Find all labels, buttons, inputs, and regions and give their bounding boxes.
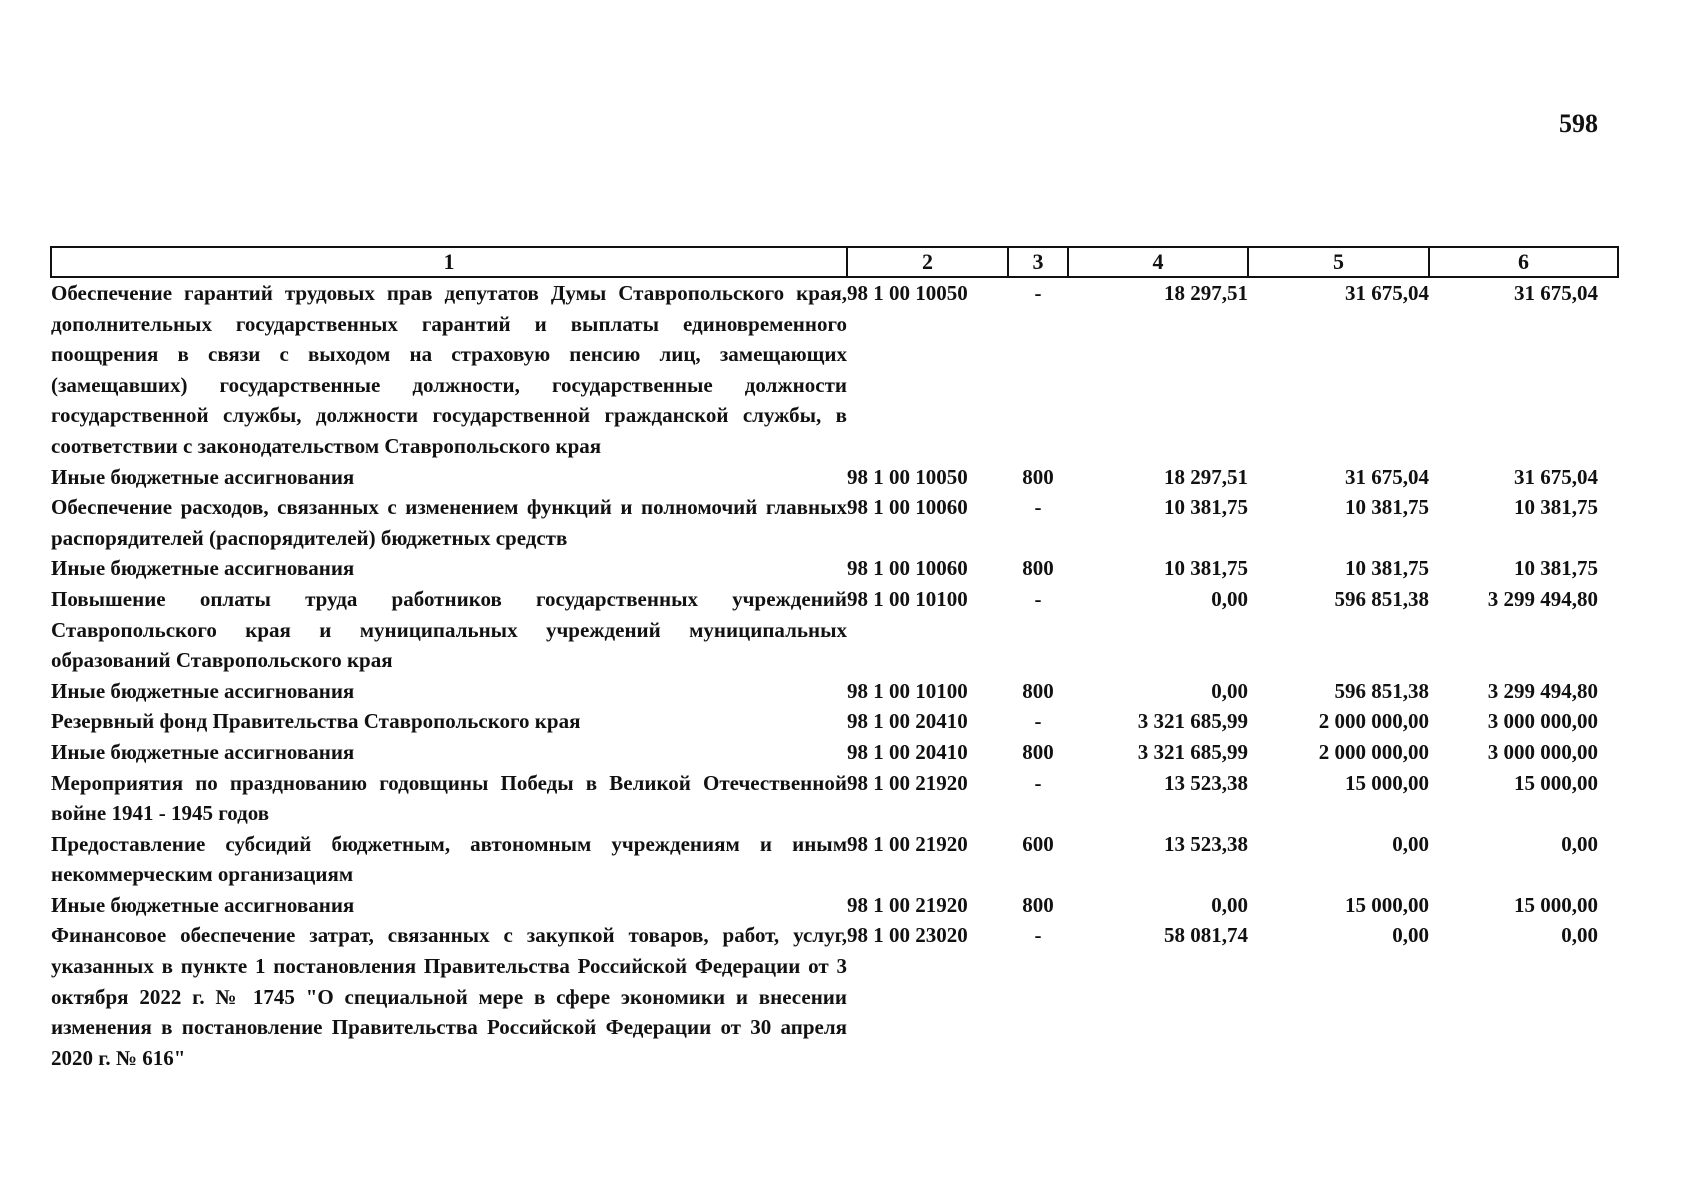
- row-name: Мероприятия по празднованию годовщины Победы в Великой Отечественной войне 1941 - 1945 годов: [51, 770, 847, 826]
- row-type: -: [1034, 923, 1042, 948]
- row-value-4: 18 297,51: [1164, 281, 1248, 305]
- row-name: Финансовое обеспечение затрат, связанных с закупкой товаров, работ, услуг, указанных в пункте 1 постановления Правительства Российской Федерации от 3 октября 2022 г. № 1745 "О специальной мере в сфере экономики и внесении изменения в постановление Правительства Российской Федерации от 30 апреля 2020 г. № 616": [51, 923, 847, 1070]
- row-name: Иные бюджетные ассигнования: [51, 678, 355, 703]
- row-code: 98 1 00 20410: [847, 709, 968, 734]
- row-value-6: 31 675,04: [1514, 464, 1598, 489]
- column-header-1: 1: [51, 247, 847, 277]
- row-value-6: 3 299 494,80: [1487, 586, 1598, 611]
- row-value-5: 31 675,04: [1345, 281, 1429, 305]
- row-name: Иные бюджетные ассигнования: [51, 556, 355, 581]
- column-header-2: 2: [847, 247, 1008, 277]
- row-type: -: [1034, 770, 1042, 795]
- row-code: 98 1 00 21920: [847, 892, 968, 917]
- column-header-6: 6: [1429, 247, 1618, 277]
- table-row: [51, 768, 1618, 829]
- row-code: 98 1 00 23020: [847, 923, 968, 948]
- row-value-4: 10 381,75: [1164, 556, 1248, 581]
- row-code: 98 1 00 21920: [847, 831, 968, 856]
- row-value-6: 10 381,75: [1514, 556, 1598, 581]
- row-value-6: 15 000,00: [1514, 770, 1598, 795]
- row-code: 98 1 00 10060: [847, 556, 968, 581]
- row-name: Иные бюджетные ассигнования: [51, 464, 355, 489]
- table-row: [51, 829, 1618, 890]
- row-type: -: [1034, 709, 1042, 734]
- row-type: 800: [1022, 678, 1054, 703]
- row-value-4: 3 321 685,99: [1137, 709, 1248, 734]
- table-row: [51, 676, 1618, 707]
- row-value-6: 3 299 494,80: [1487, 678, 1598, 703]
- table-row: [51, 890, 1618, 921]
- row-value-5: 10 381,75: [1345, 495, 1429, 520]
- row-code: 98 1 00 10050: [847, 281, 968, 305]
- row-value-5: 15 000,00: [1345, 892, 1429, 917]
- row-name: Обеспечение расходов, связанных с изменением функций и полномочий главных распорядителей (распорядителей) бюджетных средств: [51, 495, 847, 550]
- row-type: 800: [1022, 556, 1054, 581]
- row-code: 98 1 00 10050: [847, 464, 968, 489]
- row-name: Обеспечение гарантий трудовых прав депутатов Думы Ставропольского края, дополнительных государственных гарантий и выплаты единовременного поощрения в связи с выходом на страховую пенсию лиц, замещающих (замещавших) государственные должности, государственные должности государственной службы, должности государственной гражданской службы, в соответствии с законодательством Ставропольского края: [51, 281, 847, 458]
- table-body: [51, 277, 1618, 1073]
- row-code: 98 1 00 21920: [847, 770, 968, 795]
- budget-table: [50, 246, 1619, 1073]
- row-value-6: 31 675,04: [1514, 281, 1598, 305]
- row-value-4: 58 081,74: [1164, 923, 1248, 948]
- row-value-6: 10 381,75: [1514, 495, 1598, 520]
- column-header-3: 3: [1008, 247, 1068, 277]
- table-row: [51, 277, 1618, 462]
- row-code: 98 1 00 10100: [847, 678, 968, 703]
- row-value-4: 13 523,38: [1164, 770, 1248, 795]
- row-type: -: [1034, 495, 1042, 520]
- row-value-6: 15 000,00: [1514, 892, 1598, 917]
- row-value-5: 0,00: [1392, 831, 1429, 856]
- row-value-5: 2 000 000,00: [1318, 709, 1429, 734]
- row-type: -: [1034, 281, 1042, 305]
- row-type: 600: [1022, 831, 1054, 856]
- row-code: 98 1 00 10100: [847, 586, 968, 611]
- table-row: [51, 706, 1618, 737]
- row-value-5: 596 851,38: [1334, 678, 1429, 703]
- header-row: [51, 247, 1618, 277]
- row-code: 98 1 00 20410: [847, 739, 968, 764]
- row-code: 98 1 00 10060: [847, 495, 968, 520]
- table-header: [51, 247, 1618, 277]
- row-value-6: 0,00: [1561, 831, 1598, 856]
- table-row: [51, 920, 1618, 1073]
- row-value-5: 0,00: [1392, 923, 1429, 948]
- table-row: [51, 737, 1618, 768]
- row-value-4: 18 297,51: [1164, 464, 1248, 489]
- table-row: [51, 553, 1618, 584]
- row-value-4: 0,00: [1211, 678, 1248, 703]
- page-number: 598: [1559, 109, 1598, 138]
- row-value-6: 3 000 000,00: [1487, 709, 1598, 734]
- row-name: Резервный фонд Правительства Ставропольского края: [51, 709, 581, 734]
- row-value-5: 596 851,38: [1334, 586, 1429, 611]
- row-name: Иные бюджетные ассигнования: [51, 892, 355, 917]
- row-value-4: 13 523,38: [1164, 831, 1248, 856]
- row-value-6: 3 000 000,00: [1487, 739, 1598, 764]
- row-value-5: 10 381,75: [1345, 556, 1429, 581]
- row-name: Повышение оплаты труда работников государственных учреждений Ставропольского края и муниципальных учреждений муниципальных образований Ставропольского края: [51, 586, 847, 673]
- row-value-5: 2 000 000,00: [1318, 739, 1429, 764]
- row-type: 800: [1022, 739, 1054, 764]
- table-row: [51, 492, 1618, 553]
- row-value-5: 31 675,04: [1345, 464, 1429, 489]
- row-type: 800: [1022, 892, 1054, 917]
- row-type: -: [1034, 586, 1042, 611]
- row-name: Иные бюджетные ассигнования: [51, 739, 355, 764]
- row-value-4: 0,00: [1211, 586, 1248, 611]
- table-row: [51, 462, 1618, 493]
- row-name: Предоставление субсидий бюджетным, автономным учреждениям и иным некоммерческим организациям: [51, 831, 847, 887]
- row-type: 800: [1022, 464, 1054, 489]
- column-header-5: 5: [1248, 247, 1429, 277]
- row-value-5: 15 000,00: [1345, 770, 1429, 795]
- row-value-4: 3 321 685,99: [1137, 739, 1248, 764]
- table-row: [51, 584, 1618, 676]
- row-value-6: 0,00: [1561, 923, 1598, 948]
- column-header-4: 4: [1068, 247, 1248, 277]
- row-value-4: 0,00: [1211, 892, 1248, 917]
- row-value-4: 10 381,75: [1164, 495, 1248, 520]
